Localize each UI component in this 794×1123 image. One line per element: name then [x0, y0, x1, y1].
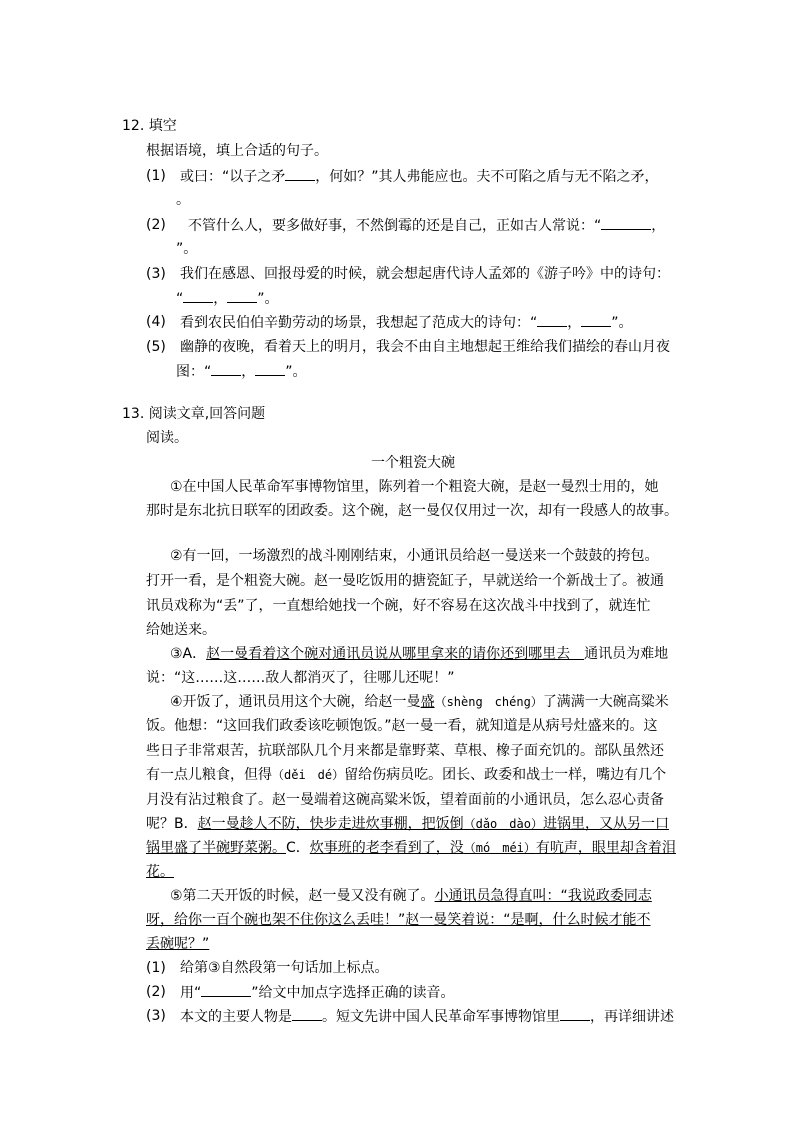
q12-item4-close-quote: ”。: [611, 315, 633, 331]
q12-item1-text-a: 或曰：“以子之矛: [180, 169, 286, 185]
p4-line3: 些日子非常艰苦，抗联部队几个月来都是靠野菜、草根、橡子面充饥的。部队虽然还: [146, 743, 664, 759]
p4-line5: 月没有沾过粮食了。赵一曼端着这碗高粱米饭，望着面前的小通讯员，怎么忍心责备: [146, 792, 664, 808]
q13-sub2-text: [180, 982, 455, 1003]
q13-sub1-number: (1): [146, 960, 166, 976]
p3-line2: 说：“这……这……敌人都消灭了，往哪儿还呢！”: [146, 670, 455, 686]
q13-sub3-blank-2[interactable]: [560, 1006, 590, 1021]
p1-line2: 那时是东北抗日联军的团政委。这个碗，赵一曼仅仅用过一次，却有一段感人的故事。: [146, 503, 678, 519]
p5-line2: [146, 910, 651, 930]
q12-item5-line1: 幽静的夜晚，看着天上的明月，我会不由自主地想起王维给我们描绘的春山月夜: [180, 339, 670, 355]
p4-underlined-c2: 有吭声，眼里却含着泪: [535, 840, 676, 856]
q12-item2-line2: ”。: [176, 241, 198, 257]
q12-item5-close-quote: ”。: [285, 364, 307, 380]
q12-title: 填空: [148, 118, 177, 134]
p4-label-c: C．: [286, 840, 310, 856]
q12-item4-blank-2[interactable]: [581, 312, 611, 327]
p4-line1: [170, 692, 669, 712]
p4-dotted-char-sheng: 盛: [420, 694, 435, 710]
q13-sub3-text-a: 本文的主要人物是: [180, 1009, 292, 1025]
q12-item3-close-quote: ”。: [257, 291, 279, 307]
p4-underlined-b1: 赵一曼趁人不防，快步走进炊事棚，把饭倒: [197, 816, 464, 832]
q13-sub2-number: (2): [146, 984, 166, 1000]
q13-sub3-blank-1[interactable]: [292, 1006, 322, 1021]
p4-underlined-c1: 炊事班的老李看到了，没: [309, 840, 464, 856]
q13-heading: [122, 404, 265, 424]
q12-item1-line1: [180, 166, 659, 187]
q12-item3-line2: [176, 288, 279, 309]
p4-pinyin-options-mei: （mó méi）: [463, 841, 536, 855]
q12-item3-blank-1[interactable]: [183, 288, 213, 303]
q12-item1-blank[interactable]: [285, 166, 315, 181]
q12-item5-blank-2[interactable]: [255, 361, 285, 376]
q12-item2-number: (2): [146, 217, 166, 233]
q12-item4-blank-1[interactable]: [537, 312, 567, 327]
q12-item5-number: (5): [146, 339, 166, 355]
q12-item2-text-a: 不管什么人，要多做好事，不然倒霉的还是自己，正如古人常说：“: [188, 218, 602, 234]
p2-line3: 讯员戏称为“丢”了，一直想给她找一个碗，好不容易在这次战斗中找到了，就连忙: [146, 598, 651, 614]
p4-text-de-cont: 留给伤病员吃。团长、政委和战士一样，嘴边有几个: [344, 767, 667, 783]
q12-item5-comma: ，: [241, 364, 256, 380]
q13-sub3-number: (3): [146, 1008, 166, 1024]
q12-item4-comma: ，: [567, 315, 582, 331]
p4-label-b: 呢？B．: [146, 816, 198, 832]
q13-sub2-text-a: 用“: [180, 985, 202, 1001]
p4-line2: 饭。他想：“这回我们政委该吃顿饱饭。”赵一曼一看，就知道是从病号灶盛来的。这: [146, 718, 658, 734]
q12-item3-number: (3): [146, 266, 166, 282]
q13-sub3-text-c: ，再详细讲述: [590, 1009, 674, 1025]
q12-item2-text-b: ，: [651, 218, 666, 234]
p4-text: ④开饭了，通讯员用这个大碗，给赵一曼: [170, 694, 421, 710]
q12-item3-line1: 我们在感恩、回报母爱的时候，就会想起唐代诗人孟郊的《游子吟》中的诗句：: [180, 266, 670, 282]
p4-line6: [146, 814, 669, 834]
p1-line1: ①在中国人民革命军事博物馆里，陈列着一个粗瓷大碗，是赵一曼烈士用的，她: [170, 479, 659, 495]
p2-line4: 给她送来。: [146, 622, 216, 638]
p4-text-cont: 了满满一大碗高粱米: [542, 694, 669, 710]
p4-underlined-b2: 进锅里，又从另一口: [542, 816, 669, 832]
q12-item5-text-a: 图：“: [176, 364, 212, 380]
q13-sub2-text-b: ”给文中加点字选择正确的读音。: [251, 985, 455, 1001]
p4-pinyin-options-dao: （dǎo dào）: [463, 817, 543, 831]
p5-underlined-2: 呀，给你一百个碗也架不住你这么丢哇！”赵一曼笑着说：“是啊，什么时候才能不: [146, 912, 651, 928]
q12-item1-number: (1): [146, 168, 166, 184]
q12-item5-line2: [176, 361, 307, 382]
q13-sub2-blank[interactable]: [201, 982, 251, 997]
p5-line3: [146, 934, 209, 954]
p4-text-de: 有一点儿粮食，但得: [146, 767, 272, 783]
q12-item3-blank-2[interactable]: [227, 288, 257, 303]
p4-pinyin-options-sheng: （shèng chéng）: [434, 695, 543, 709]
p4-pinyin-options-de: （děi dé）: [272, 768, 345, 782]
p5-text: ⑤第二天开饭的时候，赵一曼又没有碗了。: [170, 888, 435, 904]
q13-sub3-text: [180, 1006, 674, 1027]
p5-underlined-1: 小通讯员急得直叫：“我说政委同志: [434, 888, 652, 904]
q12-item3-comma: ，: [213, 291, 228, 307]
p3-line1: [170, 644, 668, 664]
p4-line4: [146, 765, 666, 785]
q12-item4-line1: [180, 312, 633, 333]
q12-item1-line2: 。: [176, 192, 190, 208]
p3-underlined-sentence: 赵一曼看着这个碗对通讯员说从哪里拿来的请你还到哪里去: [206, 646, 585, 662]
q12-item2-line1: [188, 215, 665, 236]
q12-item2-blank[interactable]: [601, 215, 651, 230]
q13-title: 阅读文章,回答问题: [148, 406, 266, 422]
p3-label-a: ③A．: [170, 646, 207, 662]
p3-suffix: 通讯员为难地: [584, 646, 669, 662]
p4-underlined-b3: 锅里盛了半碗野菜粥。: [146, 840, 286, 856]
q12-instruction: 根据语境，填上合适的句子。: [146, 143, 328, 159]
q13-number: 13.: [122, 406, 145, 422]
p4-underlined-c3: 花。: [146, 864, 174, 880]
p2-line2: 打开一看，是个粗瓷大碗。赵一曼吃饭用的搪瓷缸子，早就送给一个新战士了。被通: [146, 573, 664, 589]
q12-item4-text-a: 看到农民伯伯辛勤劳动的场景，我想起了范成大的诗句：“: [180, 315, 538, 331]
p4-line8: [146, 862, 174, 882]
q12-item4-number: (4): [146, 314, 166, 330]
p4-line7: [146, 838, 676, 858]
p5-line1: [170, 886, 652, 906]
q13-sub1-text: 给第③自然段第一句话加上标点。: [180, 960, 389, 976]
q12-number: 12.: [122, 118, 145, 134]
q12-item5-blank-1[interactable]: [211, 361, 241, 376]
q12-item1-text-b: ，何如？”其人弗能应也。夫不可陷之盾与无不陷之矛，: [315, 169, 659, 185]
q12-item3-open-quote: “: [176, 291, 184, 307]
article-title: 一个粗瓷大碗: [371, 455, 455, 471]
p2-line1: ②有一回，一场激烈的战斗刚刚结束，小通讯员给赵一曼送来一个鼓鼓的挎包。: [170, 548, 659, 564]
q13-sub3-text-b: 。短文先讲中国人民革命军事博物馆里: [322, 1009, 560, 1025]
p5-underlined-3: 丢碗呢？”: [146, 936, 210, 952]
q13-instruction: 阅读。: [146, 430, 188, 446]
q12-heading: [122, 116, 177, 136]
